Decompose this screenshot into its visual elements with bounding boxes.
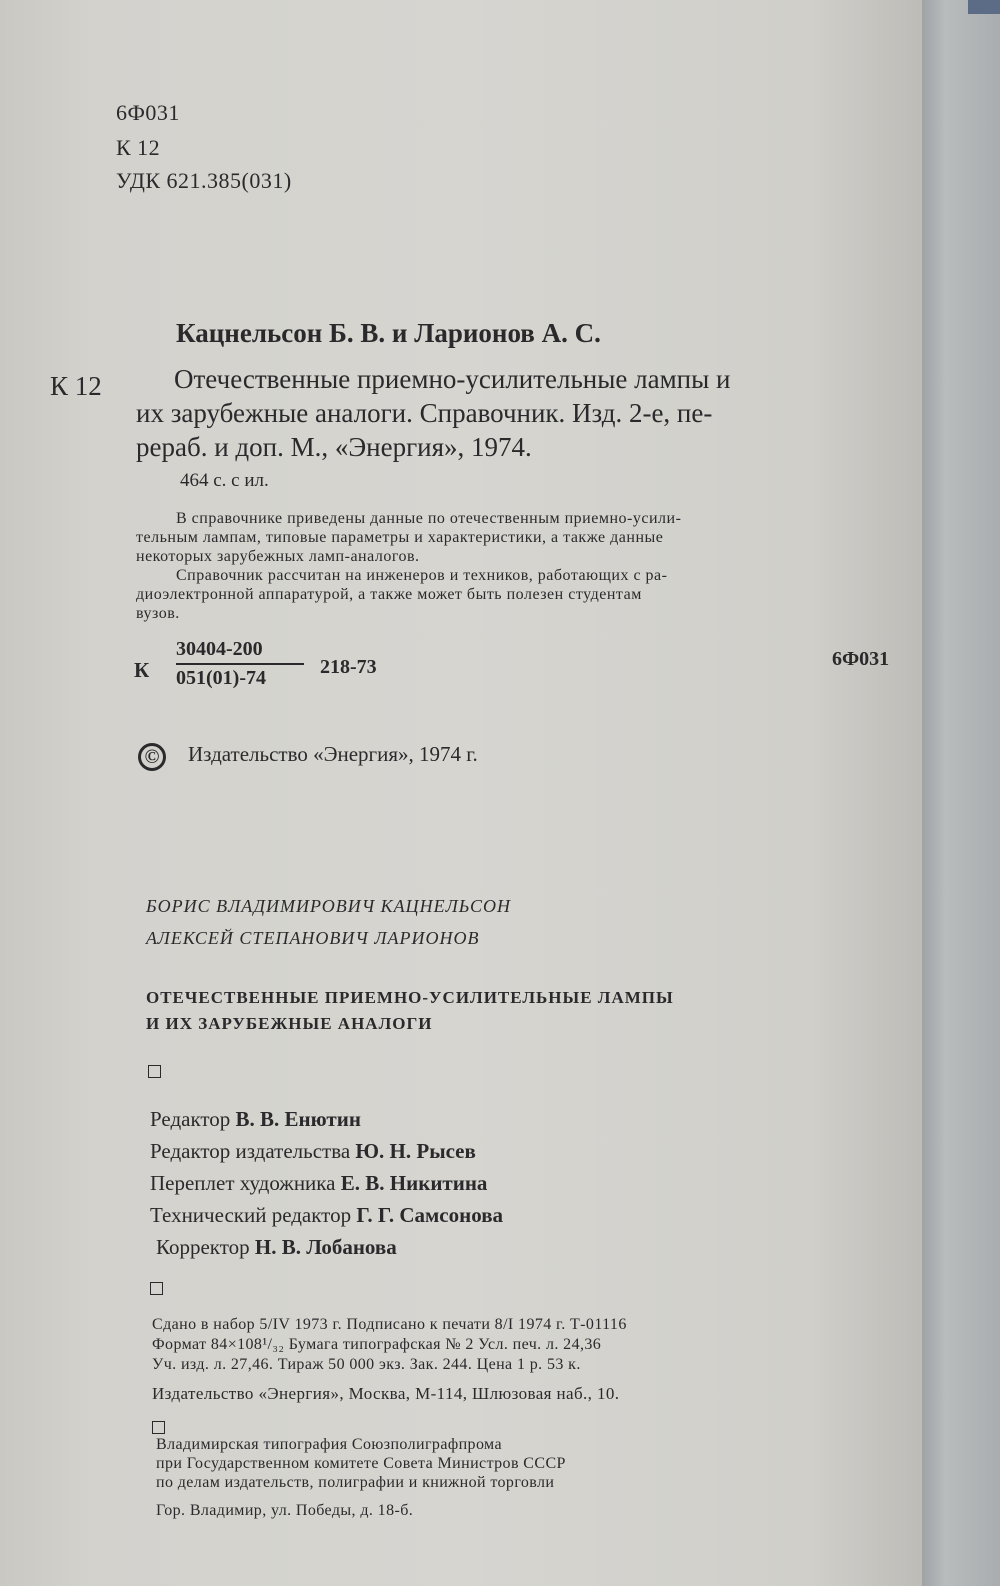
udk-code: УДК 621.385(031) [116,168,292,193]
printer-line: Владимирская типография Союзполиграфпрома [156,1436,502,1453]
index-suffix: 218-73 [320,656,377,678]
credit-role: Переплет художника [150,1171,336,1195]
credit-role: Редактор издательства [150,1139,351,1163]
publisher-address: Издательство «Энергия», Москва, М-114, Шлюзовая наб., 10. [152,1384,620,1403]
credit-line [150,1171,487,1196]
bbk-code: 6Ф031 [116,100,180,125]
background-strip [968,0,1000,14]
abstract-line: вузов. [136,605,180,622]
credit-name: Н. В. Лобанова [254,1235,397,1259]
fraction-bar [176,663,304,665]
copyright-text: Издательство «Энергия», 1974 г. [188,742,478,766]
abstract-line: Справочник рассчитан на инженеров и техников, работающих с ра- [176,567,668,584]
index-numerator: 30404-200 [176,638,263,660]
credit-role: Корректор [156,1235,250,1259]
credit-name: В. В. Енютин [235,1107,361,1131]
abstract-line: В справочнике приведены данные по отечественным приемно-усили- [176,510,682,527]
credit-line [150,1139,476,1164]
printer-line: по делам издательств, полиграфии и книжной торговли [156,1474,555,1491]
index-letter: К [134,658,150,682]
separator-square-icon [152,1421,165,1434]
catalog-title-line: их зарубежные аналоги. Справочник. Изд. 2-е, пе- [136,398,713,428]
catalog-pages: 464 с. с ил. [180,470,269,491]
colophon-title: ОТЕЧЕСТВЕННЫЕ ПРИЕМНО-УСИЛИТЕЛЬНЫЕ ЛАМПЫ [146,988,674,1007]
credit-name: Ю. Н. Рысев [355,1139,476,1163]
credit-role: Технический редактор [150,1203,352,1227]
printer-line: Гор. Владимир, ул. Победы, д. 18-б. [156,1502,414,1519]
separator-square-icon [148,1065,161,1078]
credit-line [150,1107,361,1132]
catalog-authors: Кацнельсон Б. В. и Ларионов А. С. [176,318,601,348]
print-line: Сдано в набор 5/IV 1973 г. Подписано к печати 8/I 1974 г. Т-01116 [152,1316,627,1333]
credit-line [156,1235,397,1260]
separator-square-icon [150,1282,163,1295]
abstract-line: тельным лампам, типовые параметры и характеристики, а также данные [136,529,664,546]
catalog-title-line: рераб. и доп. М., «Энергия», 1974. [136,432,532,462]
colophon-author: БОРИС ВЛАДИМИРОВИЧ КАЦНЕЛЬСОН [146,896,512,916]
credit-role: Редактор [150,1107,231,1131]
catalog-title-line: Отечественные приемно-усилительные лампы и [174,364,731,394]
print-line: Уч. изд. л. 27,46. Тираж 50 000 экз. Зак. 244. Цена 1 р. 53 к. [152,1356,581,1373]
catalog-author-mark: К 12 [50,371,102,401]
colophon-author: АЛЕКСЕЙ СТЕПАНОВИЧ ЛАРИОНОВ [146,928,480,948]
credit-name: Е. В. Никитина [340,1171,488,1195]
print-line: Формат 84×108¹/₃₂ Бумага типографская № 2 Усл. печ. л. 24,36 [152,1336,602,1353]
index-denominator: 051(01)-74 [176,667,266,689]
page-edge-shadow [922,0,1000,1586]
abstract-line: некоторых зарубежных ламп-аналогов. [136,548,420,565]
author-mark: К 12 [116,135,161,160]
colophon-title: И ИХ ЗАРУБЕЖНЫЕ АНАЛОГИ [146,1014,433,1033]
credit-name: Г. Г. Самсонова [356,1203,504,1227]
index-fraction [176,638,304,690]
credit-line [150,1203,503,1228]
printer-line: при Государственном комитете Совета Министров СССР [156,1455,566,1472]
index-right: 6Ф031 [832,648,890,670]
copyright-icon: © [138,743,166,771]
abstract-line: диоэлектронной аппаратурой, а также может быть полезен студентам [136,586,642,603]
